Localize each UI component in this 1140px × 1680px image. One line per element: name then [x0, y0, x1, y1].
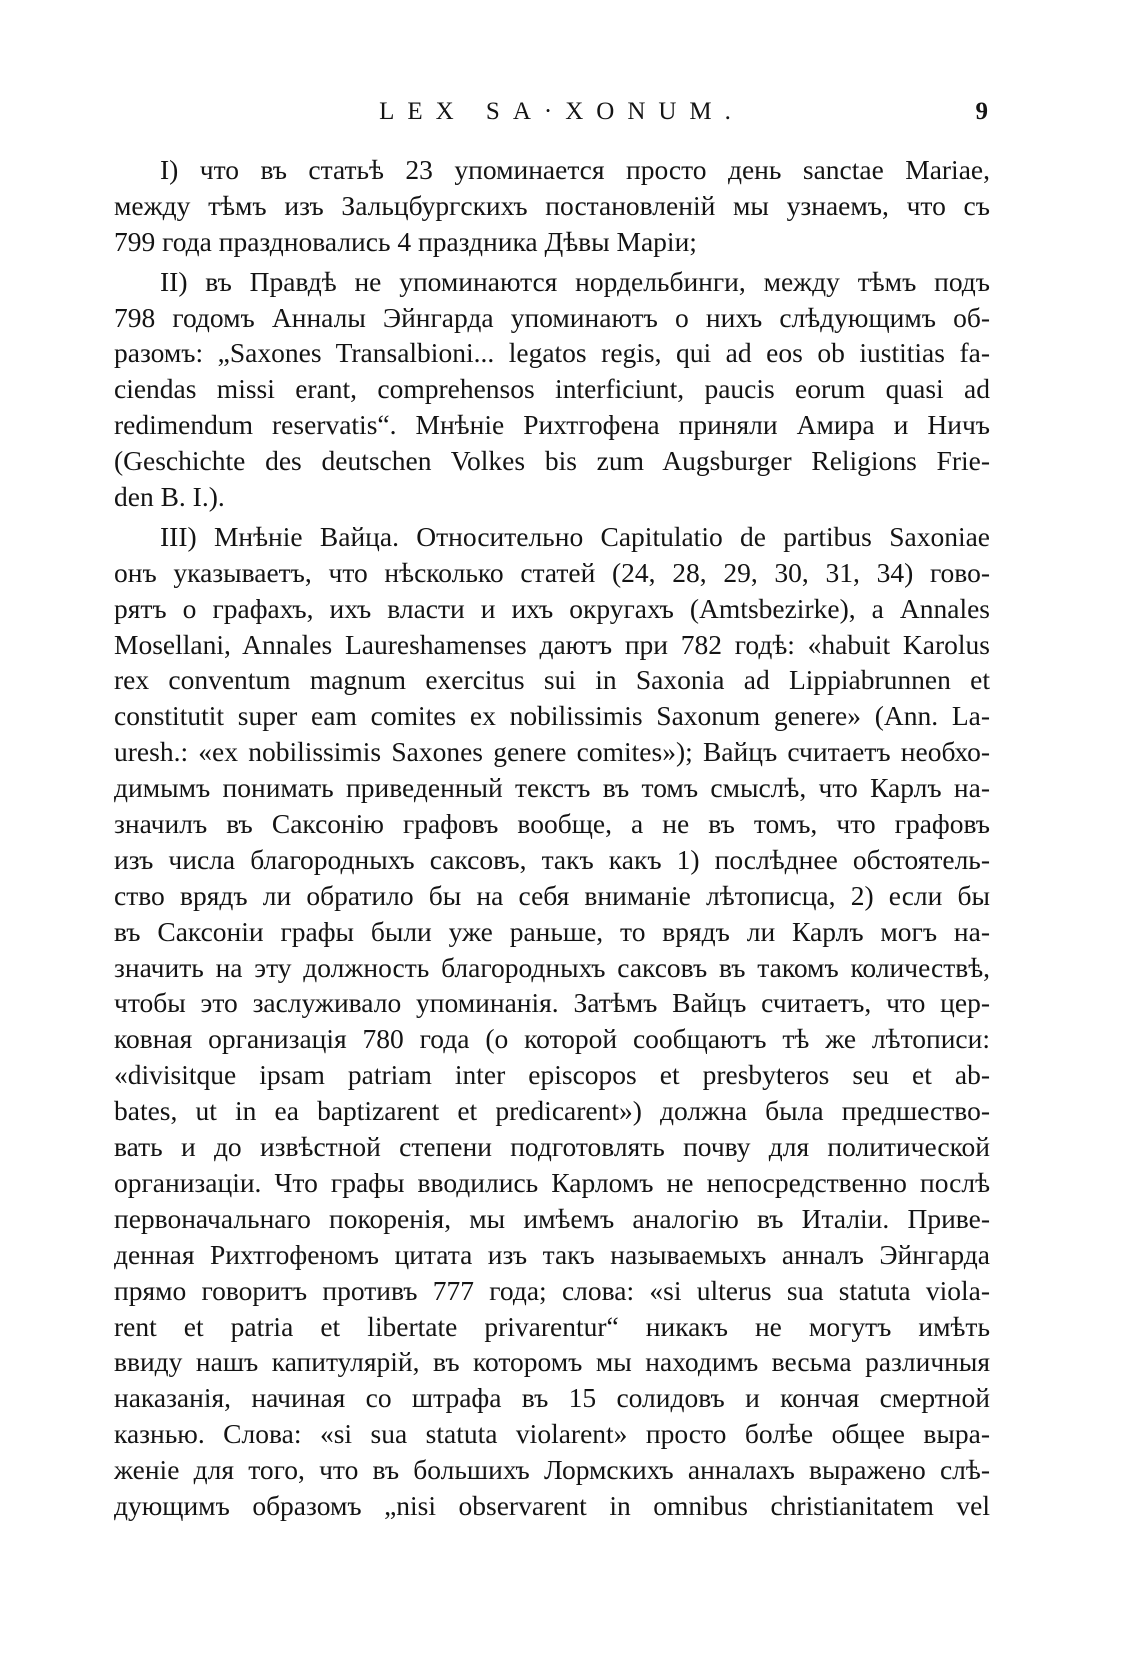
running-head — [120, 98, 990, 138]
text-line: изъ числа благородныхъ саксовъ, такъ какъ 1) послѣднее обстоятель- — [114, 843, 990, 875]
text-line: между тѣмъ изъ Зальцбургскихъ постановленій мы узнаемъ, что съ — [114, 189, 990, 221]
text-line: III) Мнѣніе Вайца. Относительно Capitulatio de partibus Saxoniae — [160, 520, 990, 552]
text-line: 799 года праздновались 4 праздника Дѣвы Маріи; — [114, 225, 697, 257]
text-line: организаціи. Что графы вводились Карломъ не непосредственно послѣ — [114, 1166, 990, 1198]
paragraph-3 — [114, 519, 990, 1524]
text-line: чтобы это заслуживало упоминанія. Затѣмъ Вайцъ считаетъ, что цер- — [114, 987, 990, 1019]
text-line: вать и до извѣстной степени подготовлять почву для политической — [114, 1131, 990, 1163]
text-line: «divisitque ipsam patriam inter episcopos et presbyteros seu et ab- — [114, 1059, 990, 1091]
text-line: значилъ въ Саксонію графовъ вообще, а не въ томъ, что графовъ — [114, 808, 990, 840]
running-title: LEX SA·XONUM. — [379, 98, 744, 125]
text-line: ciendas missi erant, comprehensos interficiunt, paucis eorum quasi ad — [114, 373, 990, 405]
text-line: димымъ понимать приведенный текстъ въ томъ смыслѣ, что Карлъ на- — [114, 772, 990, 804]
text-line: den B. I.). — [114, 481, 225, 513]
text-line: rent et patria et libertate privarentur“ никакъ не могутъ имѣть — [114, 1310, 990, 1342]
text-line: прямо говоритъ противъ 777 года; слова: «si ulterus sua statuta viola- — [114, 1274, 990, 1306]
text-line: ввиду нашъ капитулярій, въ которомъ мы находимъ весьма различныя — [114, 1346, 990, 1378]
text-line: redimendum reservatis“. Мнѣніе Рихтгофена приняли Амира и Ничъ — [114, 409, 990, 441]
text-line: наказанія, начиная со штрафа въ 15 солидовъ и кончая смертной — [114, 1382, 990, 1414]
paragraph-2 — [114, 264, 990, 515]
text-line: дующимъ образомъ „nisi observarent in omnibus christianitatem vel — [114, 1489, 990, 1521]
body-text — [114, 152, 990, 1524]
text-line: constitutit super eam comites ex nobilissimis Saxonum genere» (Ann. La- — [114, 700, 990, 732]
text-line: 798 годомъ Анналы Эйнгарда упоминаютъ о нихъ слѣдующимъ об- — [114, 301, 990, 333]
text-line: (Geschichte des deutschen Volkes bis zum Augsburger Religions Frie- — [114, 445, 990, 477]
text-line: денная Рихтгофеномъ цитата изъ такъ называемыхъ анналъ Эйнгарда — [114, 1238, 990, 1270]
paragraph-1 — [114, 152, 990, 260]
text-line: казнью. Слова: «si sua statuta violarent» просто болѣе общее выра- — [114, 1418, 990, 1450]
text-line: uresh.: «ex nobilissimis Saxones genere comites»); Вайцъ считаетъ необхо- — [114, 736, 990, 768]
text-line: значить на эту должность благородныхъ саксовъ въ такомъ количествѣ, — [114, 951, 990, 983]
text-line: bates, ut in ea baptizarent et predicarent») должна была предшество- — [114, 1095, 990, 1127]
text-line: Mosellani, Annales Laureshamenses даютъ при 782 годѣ: «habuit Karolus — [114, 628, 990, 660]
page-number: 9 — [975, 98, 988, 125]
text-line: разомъ: „Saxones Transalbioni... legatos regis, qui ad eos ob iustitias fa- — [114, 337, 990, 369]
text-line: rex conventum magnum exercitus sui in Saxonia ad Lippiabrunnen et — [114, 664, 990, 696]
text-line: онъ указываетъ, что нѣсколько статей (24, 28, 29, 30, 31, 34) гово- — [114, 556, 990, 588]
text-line: женіе для того, что въ большихъ Лормскихъ анналахъ выражено слѣ- — [114, 1454, 990, 1486]
text-line: въ Саксоніи графы были уже раньше, то врядъ ли Карлъ могъ на- — [114, 915, 990, 947]
text-line: первоначальнаго покоренія, мы имѣемъ аналогію въ Италіи. Приве- — [114, 1202, 990, 1234]
text-line: ковная организація 780 года (о которой сообщаютъ тѣ же лѣтописи: — [114, 1023, 990, 1055]
text-line: II) въ Правдѣ не упоминаются нордельбинги, между тѣмъ подъ — [160, 265, 990, 297]
text-line: I) что въ статьѣ 23 упоминается просто день sanctae Mariae, — [160, 154, 990, 185]
text-line: ство врядъ ли обратило бы на себя вниманіе лѣтописца, 2) если бы — [114, 879, 990, 911]
text-line: рятъ о графахъ, ихъ власти и ихъ округахъ (Amtsbezirke), а Annales — [114, 592, 990, 624]
